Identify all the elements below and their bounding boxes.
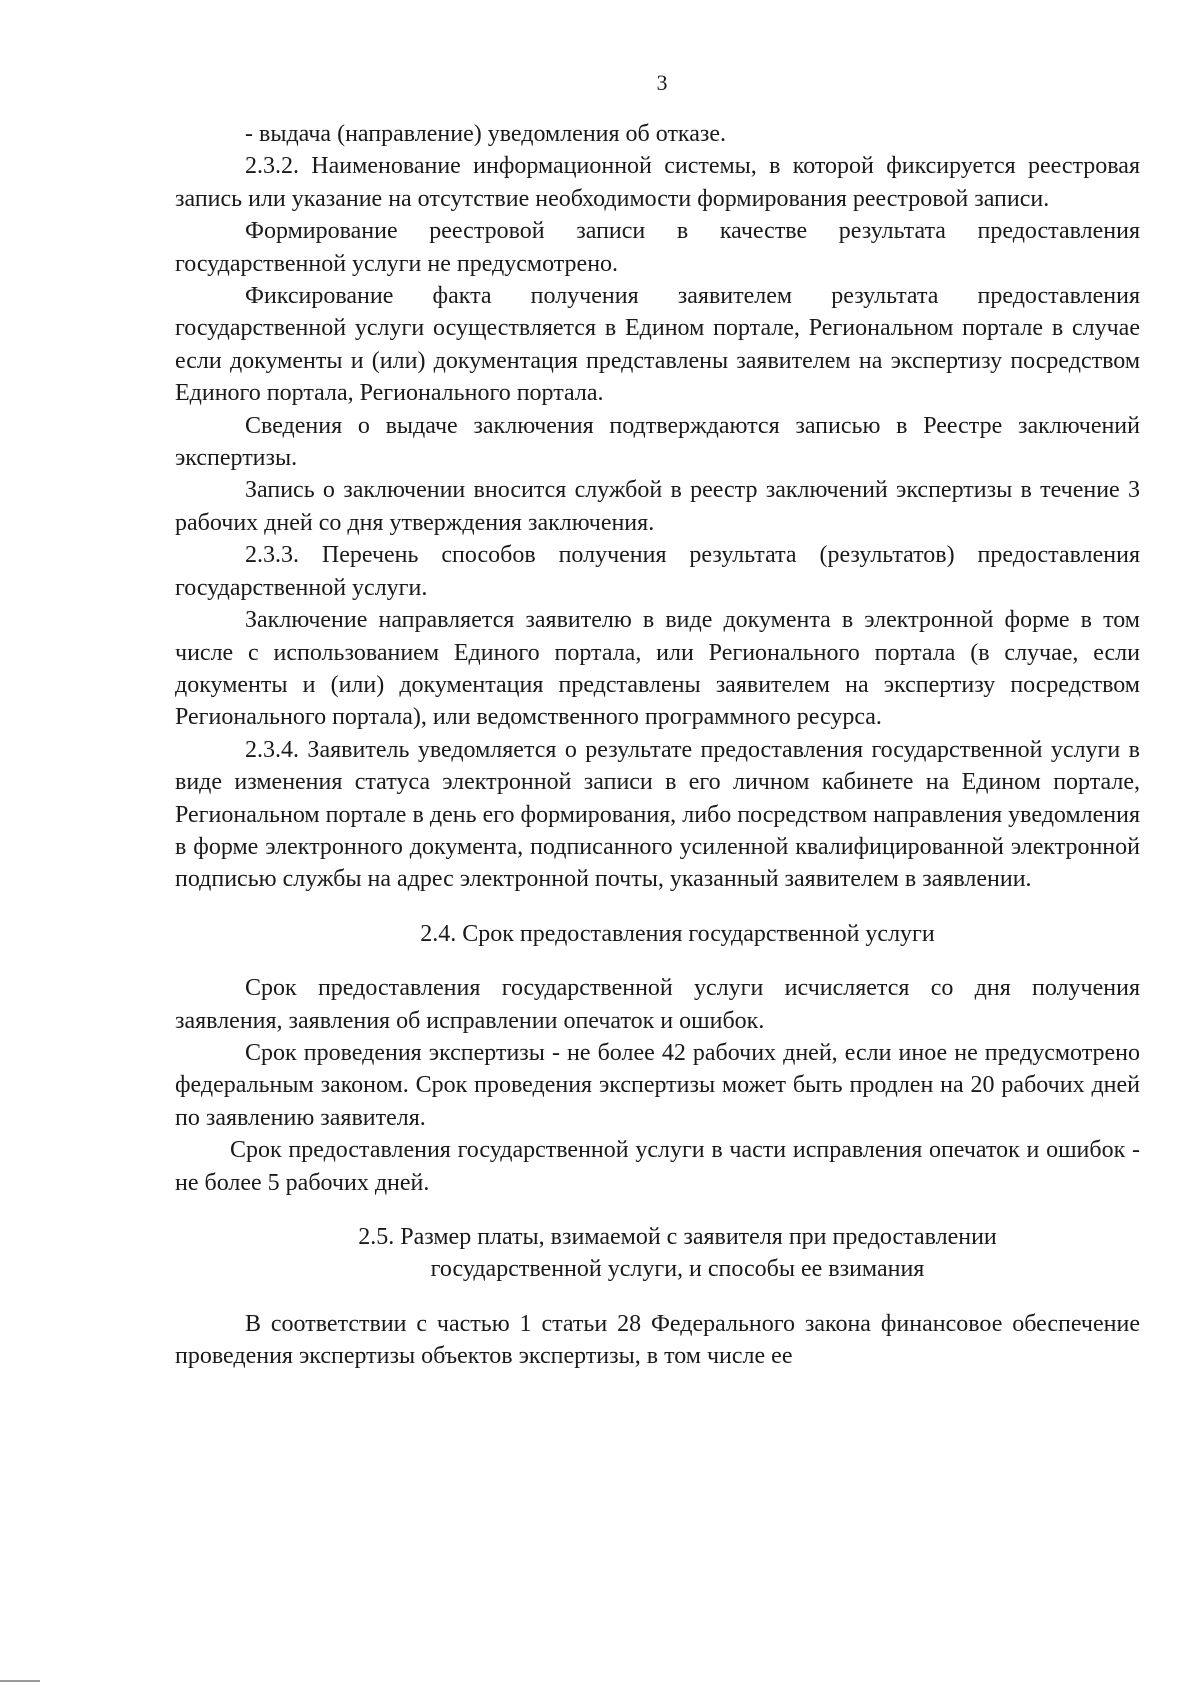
paragraph-2-3-4: 2.3.4. Заявитель уведомляется о результате предоставления государственной услуги в виде изменения статуса электронной записи в его личном кабинете на Едином портале, Региональном портале в день его формирования, либо посредством направления уведомления в форме электронного документа, подписанного усиленной квалифицированной электронной подписью службы на адрес электронной почты, указанный заявителем в заявлении. — [175, 736, 1140, 893]
paragraph-refusal-notice: - выдача (направление) уведомления об отказе. — [245, 121, 727, 147]
paragraph-2-3-3: 2.3.3. Перечень способов получения результата (результатов) предоставления государственной услуги. — [175, 542, 1140, 601]
paragraph-conclusion-sent: Заключение направляется заявителю в виде документа в электронной форме в том числе с использованием Единого портала, или Регионального портала (в случае, если документы и (или) документация представлены заявителем на экспертизу посредством Регионального портала), или ведомственного программного ресурса. — [175, 607, 1140, 731]
page-number: 3 — [656, 70, 668, 95]
scan-edge-mark — [0, 1680, 40, 1696]
paragraph-correction-term: Срок предоставления государственной услуги в части исправления опечаток и ошибок - не более 5 рабочих дней. — [175, 1137, 1140, 1196]
paragraph-registry-record: Формирование реестровой записи в качестве результата предоставления государственной услуги не предусмотрено. — [175, 218, 1140, 277]
paragraph-conclusion-record: Запись о заключении вносится службой в реестр заключений экспертизы в течение 3 рабочих дней со дня утверждения заключения. — [175, 477, 1140, 536]
paragraph-expertise-term: Срок проведения экспертизы - не более 42 рабочих дней, если иное не предусмотрено федеральным законом. Срок проведения экспертизы может быть продлен на 20 рабочих дней по заявлению заявителя. — [175, 1039, 1140, 1131]
section-heading-2-4: 2.4. Срок предоставления государственной услуги — [420, 920, 935, 947]
document-body — [175, 118, 1140, 1373]
section-heading-2-5-line2: государственной услуги, и способы ее взимания — [430, 1256, 925, 1283]
paragraph-fixation-fact: Фиксирование факта получения заявителем результата предоставления государственной услуги осуществляется в Едином портале, Региональном портале в случае если документы и (или) документация представлены заявителем на экспертизу посредством Единого портала, Регионального портала. — [175, 283, 1140, 407]
paragraph-funding: В соответствии с частью 1 статьи 28 Федерального закона финансовое обеспечение проведения экспертизы объектов экспертизы, в том числе ее — [175, 1310, 1140, 1370]
paragraph-2-3-2: 2.3.2. Наименование информационной системы, в которой фиксируется реестровая запись или указание на отсутствие необходимости формирования реестровой записи. — [175, 153, 1140, 212]
section-heading-2-5-line1: 2.5. Размер платы, взимаемой с заявителя при предоставлении — [358, 1224, 997, 1250]
paragraph-conclusion-issue: Сведения о выдаче заключения подтверждаются записью в Реестре заключений экспертизы. — [175, 412, 1140, 472]
section-heading-2-5 — [175, 1221, 1140, 1286]
paragraph-term-calculation: Срок предоставления государственной услуги исчисляется со дня получения заявления, заявления об исправлении опечаток и ошибок. — [175, 975, 1140, 1034]
